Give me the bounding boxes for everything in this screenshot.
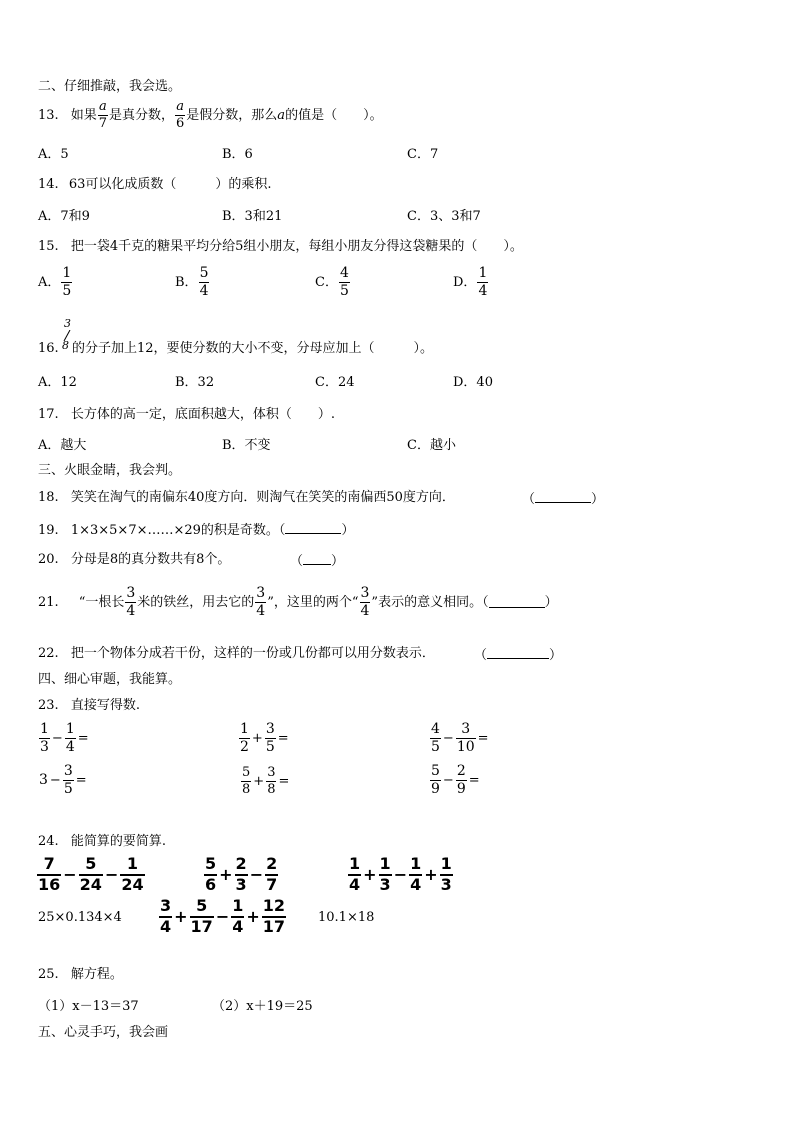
fraction: [235, 856, 248, 894]
numerator: 1: [232, 896, 244, 915]
operator: +: [251, 730, 263, 746]
q23-expression-6: [429, 764, 481, 796]
operator: −: [442, 730, 454, 746]
q21-text-4: ”表示的意义相同。（: [371, 594, 489, 610]
operator: −: [63, 864, 77, 884]
numerator: 1: [240, 721, 249, 737]
fraction: [409, 856, 422, 894]
numerator: 5: [196, 896, 208, 915]
section-3-heading: 三、火眼金睛，我会判。: [38, 463, 182, 478]
numerator: 4: [431, 721, 440, 737]
denominator: 4: [349, 874, 361, 894]
q16-option-b[interactable]: B．32: [175, 375, 215, 390]
q13-number: 13.: [38, 107, 59, 123]
denominator: 9: [456, 780, 466, 797]
operator: +: [174, 906, 188, 926]
denominator: 7: [266, 874, 278, 894]
q17-text: 长方体的高一定，底面积越大，体积（ ）.: [70, 407, 335, 422]
bracket-right: ）: [544, 594, 558, 610]
q13-option-c[interactable]: C．7: [407, 147, 439, 162]
fraction: [190, 898, 214, 936]
fraction: [430, 764, 441, 796]
q19-number: 19.: [38, 523, 59, 538]
option-fraction: [339, 266, 350, 298]
denominator: 6: [176, 115, 185, 131]
operator: −: [104, 864, 119, 884]
q13-text-2: 是真分数，: [108, 107, 174, 123]
fraction: [63, 764, 74, 796]
numerator: 2: [456, 763, 466, 779]
q16-text: 的分子加上12，要使分数的大小不变，分母应加上（ ）。: [72, 341, 434, 356]
bracket-right: ）: [549, 648, 563, 663]
numerator: 1: [440, 854, 452, 873]
answer-line: [535, 491, 591, 503]
q25-equation-2: （2）x＋19＝25: [212, 999, 313, 1014]
numerator: 5: [199, 265, 209, 281]
q17-option-a[interactable]: A．越大: [38, 438, 87, 453]
q14-option-a[interactable]: A．7和9: [38, 209, 90, 224]
q15-option-d[interactable]: [453, 266, 489, 298]
fraction: [440, 856, 453, 894]
denominator: 4: [65, 738, 75, 755]
numerator: 4: [339, 265, 349, 281]
numerator: 5: [85, 854, 97, 873]
q13-fraction-2: [175, 100, 185, 130]
numerator: 3: [265, 721, 275, 737]
denominator: 5: [63, 780, 73, 797]
q21-answer-blank[interactable]: [489, 596, 545, 608]
denominator: 4: [256, 602, 266, 619]
denominator: 4: [478, 282, 488, 299]
denominator: 5: [431, 738, 440, 755]
q24-expression-5: [158, 898, 287, 936]
q16-number: 16.: [38, 341, 59, 356]
operator: +: [253, 773, 265, 789]
numerator: 2: [235, 854, 247, 873]
q15-text: 把一袋4千克的糖果平均分给5组小朋友，每组小朋友分得这袋糖果的（ ）。: [70, 239, 523, 254]
equals: =: [477, 730, 489, 746]
q17-number: 17.: [38, 407, 59, 422]
q23-expression-1: [38, 722, 90, 754]
numerator: 3: [160, 896, 172, 915]
q15-option-c[interactable]: [315, 266, 351, 298]
denominator: 3: [379, 874, 391, 894]
fraction: [65, 722, 76, 754]
fraction: [79, 856, 103, 894]
question-20: [38, 553, 230, 566]
numerator: 3: [267, 765, 276, 780]
numerator: 1: [349, 854, 361, 873]
q14-option-b[interactable]: B．3和21: [222, 209, 283, 224]
q23-expression-4: [38, 764, 88, 796]
fraction: [265, 856, 278, 894]
q21-number: 21.: [38, 594, 59, 610]
numerator: 3: [256, 585, 266, 601]
denominator: 4: [232, 916, 244, 936]
denominator: 2: [240, 738, 249, 755]
denominator: 5: [265, 738, 275, 755]
denominator: 4: [360, 602, 370, 619]
numerator: 1: [126, 854, 139, 873]
q13-text-1: 如果: [70, 107, 97, 123]
q16-fraction-slash: [62, 330, 72, 342]
bracket-right: ）: [341, 523, 355, 538]
q18-text: 笑笑在淘气的南偏东40度方向．则淘气在笑笑的南偏西50度方向．: [70, 490, 455, 505]
numerator: 5: [205, 854, 217, 873]
q22-text: 把一个物体分成若干份，这样的一份或几份都可以用分数表示．: [70, 646, 435, 661]
q21-text-1: “一根长: [78, 594, 125, 610]
question-18: [38, 491, 455, 504]
whole-number: 3: [39, 772, 48, 789]
q13-variable: a: [277, 107, 286, 123]
q15-option-a[interactable]: [38, 266, 73, 298]
q17-option-b[interactable]: B．不变: [222, 438, 271, 453]
option-fraction: [477, 266, 488, 298]
fraction: [241, 766, 251, 796]
q23-text: 直接写得数.: [70, 698, 140, 713]
q15-number: 15.: [38, 239, 59, 254]
denominator: 4: [199, 282, 209, 299]
option-label: C．: [315, 274, 338, 290]
numerator: 7: [43, 854, 55, 873]
equals: =: [468, 772, 480, 788]
q24-expression-1: [36, 856, 146, 894]
fraction: [265, 722, 276, 754]
bracket-left: （: [522, 492, 536, 507]
denominator: 3: [440, 874, 452, 894]
q13-text-3: 是假分数，那么: [186, 107, 278, 123]
question-24: [38, 835, 166, 848]
q21-fraction-2: [255, 586, 266, 618]
denominator: 4: [410, 874, 422, 894]
q24-text: 能简算的要简算.: [70, 834, 166, 849]
denominator: 24: [121, 874, 144, 894]
q14-text: 63可以化成质数（ ）的乘积.: [68, 177, 272, 192]
bracket-left: （: [290, 554, 304, 569]
fraction: [262, 898, 286, 936]
fraction: [39, 722, 50, 754]
denominator: 4: [126, 602, 136, 619]
option-label: A．: [38, 274, 61, 290]
operator: +: [424, 864, 438, 884]
numerator: 5: [431, 763, 440, 779]
q19-answer-blank[interactable]: [285, 522, 341, 534]
denominator: 3: [235, 874, 247, 894]
q20-number: 20.: [38, 552, 59, 567]
q23-expression-3: [429, 722, 490, 754]
operator: −: [51, 730, 63, 746]
numerator: 1: [65, 721, 75, 737]
denominator: 6: [205, 874, 217, 894]
fraction: [204, 856, 217, 894]
numerator: 1: [379, 854, 391, 873]
equals: =: [277, 730, 289, 746]
q23-number: 23.: [38, 698, 59, 713]
q24-expression-3: [347, 856, 454, 894]
question-22: [38, 647, 435, 660]
denominator: 10: [456, 738, 475, 755]
numerator: 5: [242, 765, 251, 780]
numerator: 1: [478, 265, 488, 281]
q19-text: 1×3×5×7×……×29的积是奇数。（: [70, 523, 286, 538]
q18-answer-blank[interactable]: [522, 491, 604, 506]
q20-answer-blank[interactable]: [290, 553, 344, 568]
answer-line: [303, 553, 331, 565]
numerator: 3: [461, 721, 471, 737]
denominator: 16: [38, 874, 61, 894]
numerator: 12: [262, 896, 286, 915]
fraction: [379, 856, 392, 894]
q24-expression-2: [203, 856, 279, 894]
question-23: [38, 699, 140, 712]
fraction: [37, 856, 61, 894]
operator: +: [219, 864, 233, 884]
question-19: [38, 522, 354, 537]
q25-text: 解方程。: [70, 967, 123, 982]
denominator: 8: [267, 781, 276, 797]
q15-option-b[interactable]: [175, 266, 210, 298]
operator: +: [246, 906, 260, 926]
q13-option-a[interactable]: A．5: [38, 147, 69, 162]
bracket-right: ）: [331, 554, 345, 569]
q24-expression-4: 25×0.134×4: [38, 910, 122, 925]
numerator: 1: [410, 854, 422, 873]
bracket-left: （: [474, 648, 488, 663]
denominator: 8: [242, 781, 251, 797]
question-15: [38, 240, 523, 253]
q23-expression-2: [238, 722, 290, 754]
equals: =: [278, 773, 290, 789]
section-5-heading: 五、心灵手巧，我会画: [38, 1025, 169, 1040]
fraction: [239, 722, 250, 754]
question-17: [38, 408, 335, 421]
q23-expression-5: [240, 766, 290, 796]
question-13: [38, 100, 383, 130]
numerator: 1: [40, 721, 49, 737]
operator: −: [442, 772, 454, 788]
q21-text-3: ”，这里的两个“: [267, 594, 359, 610]
question-25: [38, 968, 123, 981]
question-14: [38, 178, 272, 191]
fraction: [120, 856, 144, 894]
q18-number: 18.: [38, 490, 59, 505]
fraction: [231, 898, 244, 936]
q25-number: 25.: [38, 967, 59, 982]
numerator: 3: [126, 585, 136, 601]
fraction: [159, 898, 172, 936]
denominator: 3: [40, 738, 49, 755]
numerator: 2: [266, 854, 278, 873]
numerator: 1: [62, 265, 72, 281]
q14-option-c[interactable]: C．3、3和7: [407, 209, 481, 224]
fraction: [348, 856, 361, 894]
q16-option-c[interactable]: C．24: [315, 375, 355, 390]
section-4-heading: 四、细心审题，我能算。: [38, 672, 182, 687]
denominator: 4: [160, 916, 172, 936]
q24-number: 24.: [38, 834, 59, 849]
q16-fraction-numerator: 3: [64, 317, 71, 330]
q22-answer-blank[interactable]: [474, 647, 562, 662]
denominator: 5: [339, 282, 349, 299]
option-fraction: [61, 266, 72, 298]
q13-option-b[interactable]: B．6: [222, 147, 253, 162]
q13-fraction-1: [98, 100, 108, 130]
fraction: [456, 764, 467, 796]
numerator: 3: [63, 763, 73, 779]
q25-equation-1: （1）x－13＝37: [38, 999, 139, 1014]
q13-text-4: 的值是（ ）。: [285, 107, 383, 123]
q24-expression-6: 10.1×18: [318, 910, 375, 925]
numerator: 3: [360, 585, 370, 601]
bracket-right: ）: [591, 492, 605, 507]
numerator: a: [176, 99, 185, 114]
denominator: 7: [98, 115, 107, 131]
q22-number: 22.: [38, 646, 59, 661]
option-label: D．: [453, 274, 477, 290]
operator: −: [215, 906, 230, 926]
operator: −: [393, 864, 408, 884]
fraction: [456, 722, 476, 754]
denominator: 5: [62, 282, 72, 299]
section-2-heading: 二、仔细推敲，我会选。: [38, 79, 182, 94]
q16-fraction-denominator: 8: [62, 339, 69, 352]
q14-number: 14.: [38, 177, 59, 192]
denominator: 17: [262, 916, 286, 936]
operator: −: [249, 864, 264, 884]
q20-text: 分母是8的真分数共有8个。: [70, 552, 231, 567]
operator: +: [363, 864, 377, 884]
denominator: 24: [79, 874, 102, 894]
equals: =: [77, 730, 89, 746]
question-21: [38, 586, 558, 618]
option-label: B．: [175, 274, 198, 290]
fraction: [430, 722, 441, 754]
denominator: 17: [190, 916, 213, 936]
q16-option-a[interactable]: A．12: [38, 375, 77, 390]
operator: −: [49, 772, 61, 788]
fraction: [266, 766, 276, 796]
q21-text-2: 米的铁丝，用去它的: [137, 594, 255, 610]
answer-line: [487, 647, 549, 659]
denominator: 9: [431, 780, 440, 797]
numerator: a: [98, 99, 107, 114]
equals: =: [75, 772, 87, 788]
option-fraction: [199, 266, 210, 298]
q17-option-c[interactable]: C．越小: [407, 438, 456, 453]
q21-fraction-3: [360, 586, 371, 618]
q21-fraction-1: [125, 586, 136, 618]
q16-option-d[interactable]: D．40: [453, 375, 493, 390]
